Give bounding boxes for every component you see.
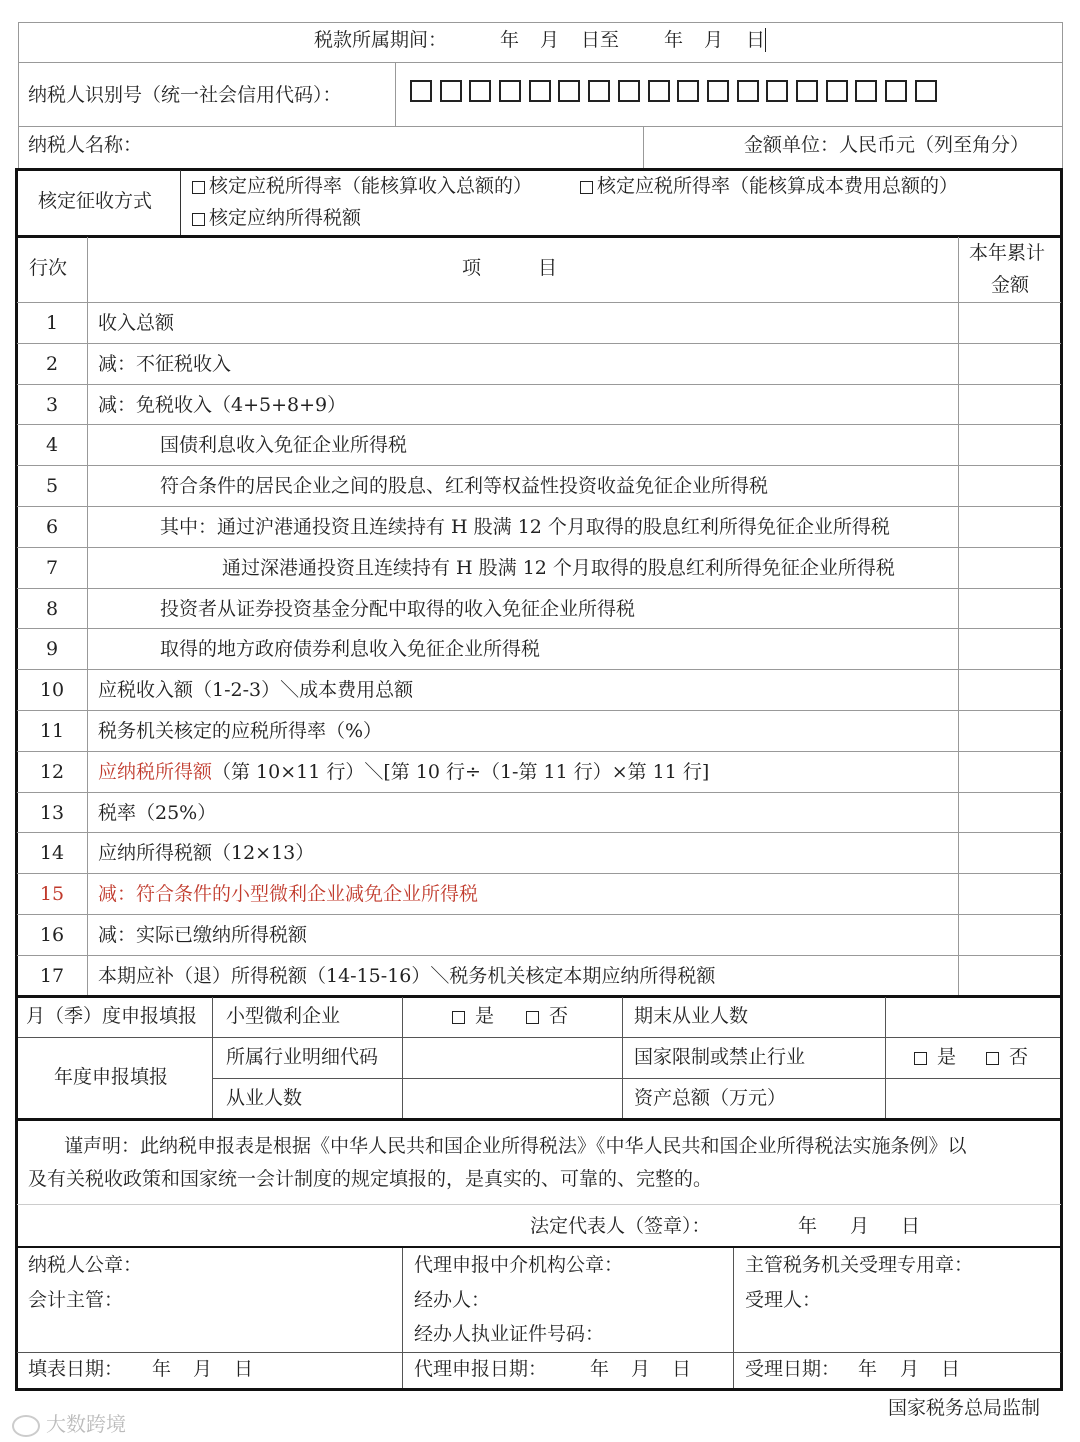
method-option1[interactable] xyxy=(192,177,532,196)
fill-date-label: 填表日期： xyxy=(28,1358,124,1380)
row-item-text: 应纳所得税额（12×13） xyxy=(98,842,315,865)
industry-code-label: 所属行业明细代码 xyxy=(226,1046,379,1068)
restricted-yes-label: 是 xyxy=(937,1046,957,1068)
row-amount-cell[interactable] xyxy=(960,874,1059,913)
row-item-text: 投资者从证券投资基金分配中取得的收入免征企业所得税 xyxy=(160,597,636,620)
taxpayer-id-digit-box[interactable] xyxy=(826,80,848,102)
row-amount-cell[interactable] xyxy=(960,670,1059,709)
row-item-text: 税务机关核定的应税所得率（%） xyxy=(98,720,383,742)
agent-date-day: 日 xyxy=(672,1358,692,1380)
taxpayer-id-digit-box[interactable] xyxy=(529,80,551,102)
row-item-text: 税率（25%） xyxy=(98,801,217,824)
legal-rep-year: 年 xyxy=(798,1215,818,1237)
restricted-no[interactable] xyxy=(986,1048,1028,1067)
declaration-line2: 及有关税收政策和国家统一会计制度的规定填报的，是真实的、可靠的、完整的。 xyxy=(28,1168,713,1190)
taxpayer-id-digit-box[interactable] xyxy=(440,80,462,102)
taxpayer-id-digit-box[interactable] xyxy=(766,80,788,102)
receive-date-year: 年 xyxy=(858,1358,878,1380)
row-item-text: 减：实际已缴纳所得税额 xyxy=(98,924,308,946)
receiver-label: 受理人： xyxy=(745,1289,822,1311)
row-number: 6 xyxy=(45,516,59,538)
taxpayer-id-digit-box[interactable] xyxy=(558,80,580,102)
declaration-line1: 谨声明：此纳税申报表是根据《中华人民共和国企业所得税法》《中华人民共和国企业所得税法实施条例》以 xyxy=(64,1135,967,1157)
row-number: 8 xyxy=(45,597,59,620)
legal-rep-month: 月 xyxy=(850,1215,870,1237)
supervision-label: 国家税务总局监制 xyxy=(888,1397,1041,1419)
row-item-text: 收入总额 xyxy=(98,312,175,334)
period-label: 税款所属期间： xyxy=(314,29,448,51)
row-number: 13 xyxy=(39,801,65,824)
staff-count-label: 从业人数 xyxy=(226,1087,303,1109)
col-item-header: 项 目 xyxy=(462,257,558,279)
row-amount-cell[interactable] xyxy=(960,793,1059,832)
amount-unit-label: 金额单位：人民币元（列至角分） xyxy=(744,134,1030,156)
restricted-industry-label: 国家限制或禁止行业 xyxy=(634,1046,806,1068)
row-number: 11 xyxy=(39,720,65,742)
row-item-text: 符合条件的居民企业之间的股息、红利等权益性投资收益免征企业所得税 xyxy=(160,475,769,498)
col-amount-header-2: 金额 xyxy=(991,274,1030,296)
row-item-text: 本期应补（退）所得税额（14-15-16）＼税务机关核定本期应纳所得税额 xyxy=(98,964,716,987)
fill-date-month: 月 xyxy=(193,1358,213,1380)
weibo-icon xyxy=(12,1415,40,1437)
total-assets-label: 资产总额（万元） xyxy=(634,1087,787,1109)
taxpayer-id-digit-box[interactable] xyxy=(469,80,491,102)
row-amount-cell[interactable] xyxy=(960,548,1059,587)
row-number: 10 xyxy=(39,679,65,702)
row-item-text: 国债利息收入免征企业所得税 xyxy=(160,434,408,457)
row-item-text: 减：不征税收入 xyxy=(98,352,232,375)
taxpayer-id-digit-box[interactable] xyxy=(855,80,877,102)
period-end-staff-label: 期末从业人数 xyxy=(634,1005,749,1027)
row-number: 1 xyxy=(45,312,59,334)
row-number: 12 xyxy=(39,760,65,783)
row-amount-cell[interactable] xyxy=(960,711,1059,750)
taxpayer-id-digit-box[interactable] xyxy=(707,80,729,102)
row-amount-cell[interactable] xyxy=(960,752,1059,791)
fill-date-year: 年 xyxy=(152,1358,172,1380)
handler-cert-label: 经办人执业证件号码： xyxy=(414,1323,605,1345)
method-option3-label: 核定应纳所得税额 xyxy=(209,207,362,229)
row-amount-cell[interactable] xyxy=(960,344,1059,383)
restricted-no-label: 否 xyxy=(1009,1046,1029,1068)
taxpayer-id-digit-box[interactable] xyxy=(796,80,818,102)
receive-date-label: 受理日期： xyxy=(745,1358,841,1380)
small-micro-yes-label: 是 xyxy=(475,1005,495,1027)
receive-date-day: 日 xyxy=(941,1358,961,1380)
row-number: 17 xyxy=(39,964,65,987)
small-micro-label: 小型微利企业 xyxy=(226,1005,341,1027)
restricted-yes[interactable] xyxy=(914,1048,956,1067)
method-option2[interactable] xyxy=(580,177,958,196)
row-number: 15 xyxy=(39,883,65,906)
taxpayer-name-label: 纳税人名称： xyxy=(28,134,143,156)
row-amount-cell[interactable] xyxy=(960,956,1059,995)
row-amount-cell[interactable] xyxy=(960,915,1059,954)
row-item-text xyxy=(98,760,710,783)
row-item-text: 应税收入额（1-2-3）＼成本费用总额 xyxy=(98,679,414,702)
row-amount-cell[interactable] xyxy=(960,589,1059,628)
method-option1-label: 核定应税所得率（能核算收入总额的） xyxy=(209,175,533,197)
taxpayer-id-digit-box[interactable] xyxy=(410,80,432,102)
taxpayer-id-label: 纳税人识别号（统一社会信用代码）： xyxy=(28,84,342,106)
row-number: 7 xyxy=(45,556,59,579)
taxpayer-id-digit-box[interactable] xyxy=(737,80,759,102)
period-day2: 日 xyxy=(746,29,766,51)
small-micro-no[interactable] xyxy=(526,1007,568,1026)
row-item-text: 其中：通过沪港通投资且连续持有 H 股满 12 个月取得的股息红利所得免征企业所得税 xyxy=(160,516,890,538)
row-amount-cell[interactable] xyxy=(960,629,1059,668)
agent-date-year: 年 xyxy=(590,1358,610,1380)
receive-date-month: 月 xyxy=(900,1358,920,1380)
taxpayer-id-digit-box[interactable] xyxy=(499,80,521,102)
row-number: 9 xyxy=(45,638,59,661)
fill-date-day: 日 xyxy=(234,1358,254,1380)
handler-label: 经办人： xyxy=(414,1289,491,1311)
row-item-text: 减：免税收入（4+5+8+9） xyxy=(98,393,347,416)
period-month2: 月 xyxy=(704,29,724,51)
row-item-formula: （第 10×11 行）＼[第 10 行÷（1-第 11 行）×第 11 行] xyxy=(212,760,710,783)
period-year1: 年 xyxy=(500,29,520,51)
accountant-label: 会计主管： xyxy=(28,1289,124,1311)
row-amount-cell[interactable] xyxy=(960,303,1059,342)
legal-rep-day: 日 xyxy=(901,1215,921,1237)
row-amount-cell[interactable] xyxy=(960,466,1059,505)
col-amount-header-1: 本年累计 xyxy=(969,242,1046,264)
col-row-header: 行次 xyxy=(29,257,68,279)
row-number: 3 xyxy=(45,393,59,416)
method-label: 核定征收方式 xyxy=(38,190,153,212)
row-item-text: 取得的地方政府债券利息收入免征企业所得税 xyxy=(160,638,541,661)
row-number: 2 xyxy=(45,352,59,375)
taxpayer-id-digit-box[interactable] xyxy=(648,80,670,102)
agent-date-month: 月 xyxy=(631,1358,651,1380)
taxpayer-id-digit-box[interactable] xyxy=(885,80,907,102)
tax-office-seal-label: 主管税务机关受理专用章： xyxy=(745,1254,974,1276)
agent-seal-label: 代理申报中介机构公章： xyxy=(414,1254,624,1276)
small-micro-no-label: 否 xyxy=(549,1005,569,1027)
taxpayer-id-digit-box[interactable] xyxy=(677,80,699,102)
row-item-text: 通过深港通投资且连续持有 H 股满 12 个月取得的股息红利所得免征企业所得税 xyxy=(222,556,895,579)
period-year2: 年 xyxy=(664,29,684,51)
legal-rep-label: 法定代表人（签章）： xyxy=(530,1215,711,1237)
taxpayer-id-digit-box[interactable] xyxy=(618,80,640,102)
period-month1: 月 xyxy=(540,29,560,51)
row-amount-cell[interactable] xyxy=(960,507,1059,546)
watermark-text: 大数跨境 xyxy=(46,1412,126,1436)
taxpayer-id-digit-box[interactable] xyxy=(915,80,937,102)
row-amount-cell[interactable] xyxy=(960,385,1059,424)
small-micro-yes[interactable] xyxy=(452,1007,494,1026)
period-day1: 日至 xyxy=(581,29,620,51)
taxpayer-id-boxes[interactable] xyxy=(410,80,944,106)
taxpayer-id-digit-box[interactable] xyxy=(588,80,610,102)
row-number: 16 xyxy=(39,924,65,946)
monthly-filing-label: 月（季）度申报填报 xyxy=(26,1005,198,1027)
taxpayer-seal-label: 纳税人公章： xyxy=(28,1254,143,1276)
method-option3[interactable] xyxy=(192,209,361,228)
agent-date-label: 代理申报日期： xyxy=(414,1358,548,1380)
row-amount-cell[interactable] xyxy=(960,833,1059,872)
method-option2-label: 核定应税所得率（能核算成本费用总额的） xyxy=(597,175,959,197)
row-amount-cell[interactable] xyxy=(960,425,1059,464)
row-item-text: 减：符合条件的小型微利企业减免企业所得税 xyxy=(98,883,479,906)
annual-filing-label: 年度申报填报 xyxy=(54,1066,169,1088)
row-number: 4 xyxy=(45,434,59,457)
row-number: 14 xyxy=(39,842,65,865)
row-item-highlight: 应纳税所得额 xyxy=(98,760,213,783)
row-number: 5 xyxy=(45,475,59,498)
watermark xyxy=(12,1408,126,1437)
